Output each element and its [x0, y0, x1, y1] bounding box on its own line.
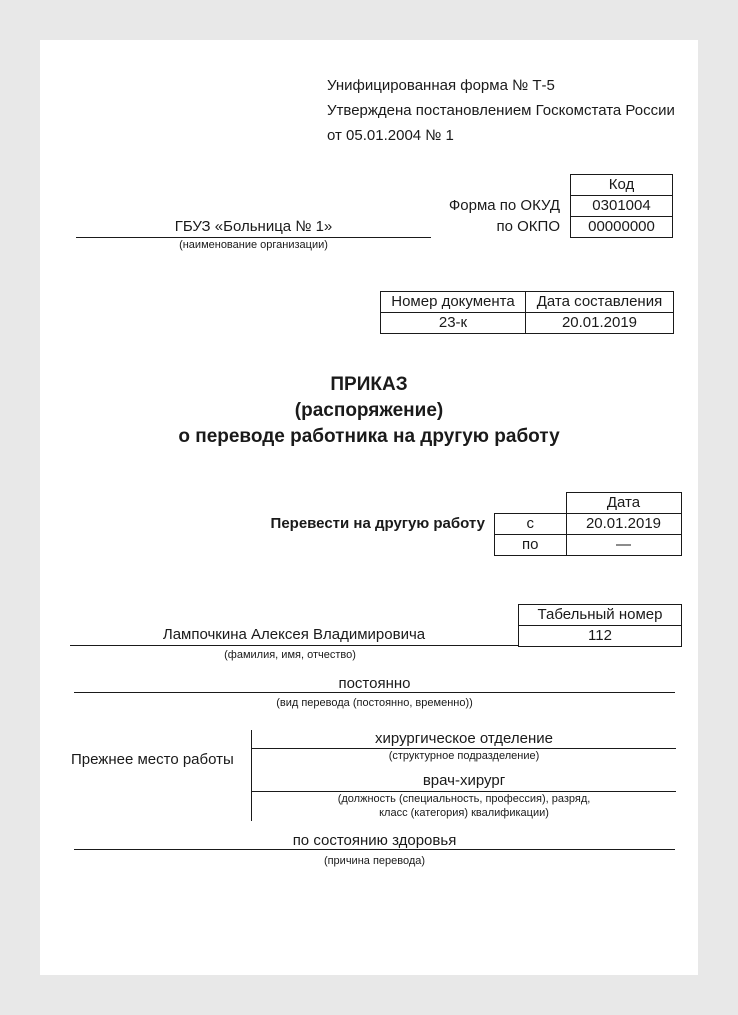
okud-value: 0301004 [570, 195, 673, 217]
organization-name: ГБУЗ «Больница № 1» [76, 217, 431, 238]
doc-date: 20.01.2019 [526, 313, 674, 334]
previous-workplace-label: Прежнее место работы [71, 751, 234, 768]
transfer-type: постоянно [74, 676, 675, 693]
tab-number-table [518, 604, 682, 647]
form-header-line2: Утверждена постановлением Госкомстата России [327, 102, 675, 119]
transfer-from-date: 20.01.2019 [566, 514, 681, 535]
position-caption-line1: (должность (специальность, профессия), разряд, [337, 793, 591, 805]
order-title [40, 372, 698, 450]
transfer-reason: по состоянию здоровья [74, 833, 675, 850]
okud-label: Форма по ОКУД [448, 197, 560, 214]
form-header-line3: от 05.01.2004 № 1 [327, 127, 454, 144]
transfer-from-label: с [495, 514, 567, 535]
title-line1: ПРИКАЗ [330, 374, 408, 395]
doc-date-header: Дата составления [526, 292, 674, 313]
transfer-date-header: Дата [566, 493, 681, 514]
organization-caption: (наименование организации) [179, 239, 328, 251]
doc-number: 23-к [381, 313, 526, 334]
employee-name: Лампочкина Алексея Владимировича [70, 625, 518, 646]
codes-header: Код [570, 174, 673, 196]
document-table [380, 291, 674, 334]
employee-name-caption: (фамилия, имя, отчество) [224, 649, 356, 661]
tab-number: 112 [519, 626, 682, 647]
doc-number-header: Номер документа [381, 292, 526, 313]
okpo-label: по ОКПО [496, 218, 560, 235]
position: врач-хирург [252, 771, 676, 792]
title-line3: о переводе работника на другую работу [178, 426, 560, 447]
position-caption-line2: класс (категория) квалификации) [379, 807, 549, 819]
transfer-to-label: по [495, 535, 567, 556]
okpo-value: 00000000 [570, 216, 673, 238]
form-header-line1: Унифицированная форма № Т-5 [327, 77, 555, 94]
blank-cell [495, 493, 567, 514]
transfer-dates-table [494, 492, 682, 556]
document-sheet [40, 40, 698, 975]
transfer-type-caption: (вид перевода (постоянно, временно)) [276, 697, 473, 709]
department-caption: (структурное подразделение) [388, 750, 540, 762]
form-header [327, 73, 675, 148]
transfer-reason-caption: (причина перевода) [323, 855, 426, 867]
department: хирургическое отделение [252, 730, 676, 749]
title-line2: (распоряжение) [294, 400, 444, 421]
transfer-label: Перевести на другую работу [270, 515, 485, 532]
transfer-to-date: — [566, 535, 681, 556]
tab-number-header: Табельный номер [519, 605, 682, 626]
